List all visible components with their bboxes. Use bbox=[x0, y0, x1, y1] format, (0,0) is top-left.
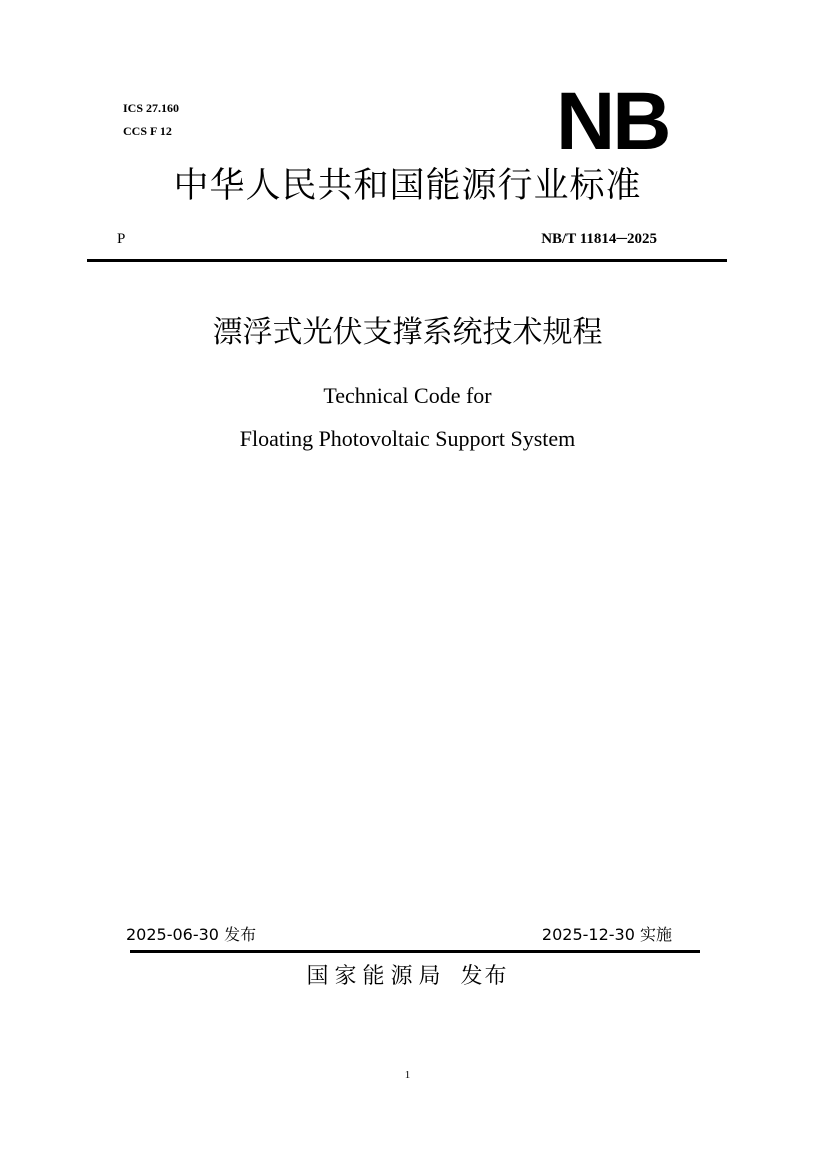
publish-date: 2025-06-30 发布 bbox=[126, 925, 257, 944]
header-divider bbox=[87, 259, 727, 262]
page-number: 1 bbox=[404, 1069, 411, 1081]
nb-logo: NB bbox=[556, 76, 669, 167]
document-title-en-line2: Floating Photovoltaic Support System bbox=[239, 426, 576, 451]
ics-code: ICS 27.160 bbox=[123, 101, 180, 115]
issue-action: 发布 bbox=[460, 964, 509, 989]
issuer-name: 国家能源局 bbox=[306, 964, 447, 989]
issuer-line bbox=[0, 962, 815, 992]
standard-title: 中华人民共和国能源行业标准 bbox=[173, 166, 642, 206]
document-title-en-line1: Technical Code for bbox=[323, 383, 492, 408]
footer-divider bbox=[130, 950, 700, 953]
implement-date: 2025-12-30 实施 bbox=[541, 925, 672, 944]
document-title-cn: 漂浮式光伏支撑系统技术规程 bbox=[212, 315, 603, 350]
classification-code: P bbox=[117, 231, 126, 247]
ccs-code: CCS F 12 bbox=[123, 124, 172, 138]
standard-number: NB/T 11814─2025 bbox=[541, 231, 657, 247]
